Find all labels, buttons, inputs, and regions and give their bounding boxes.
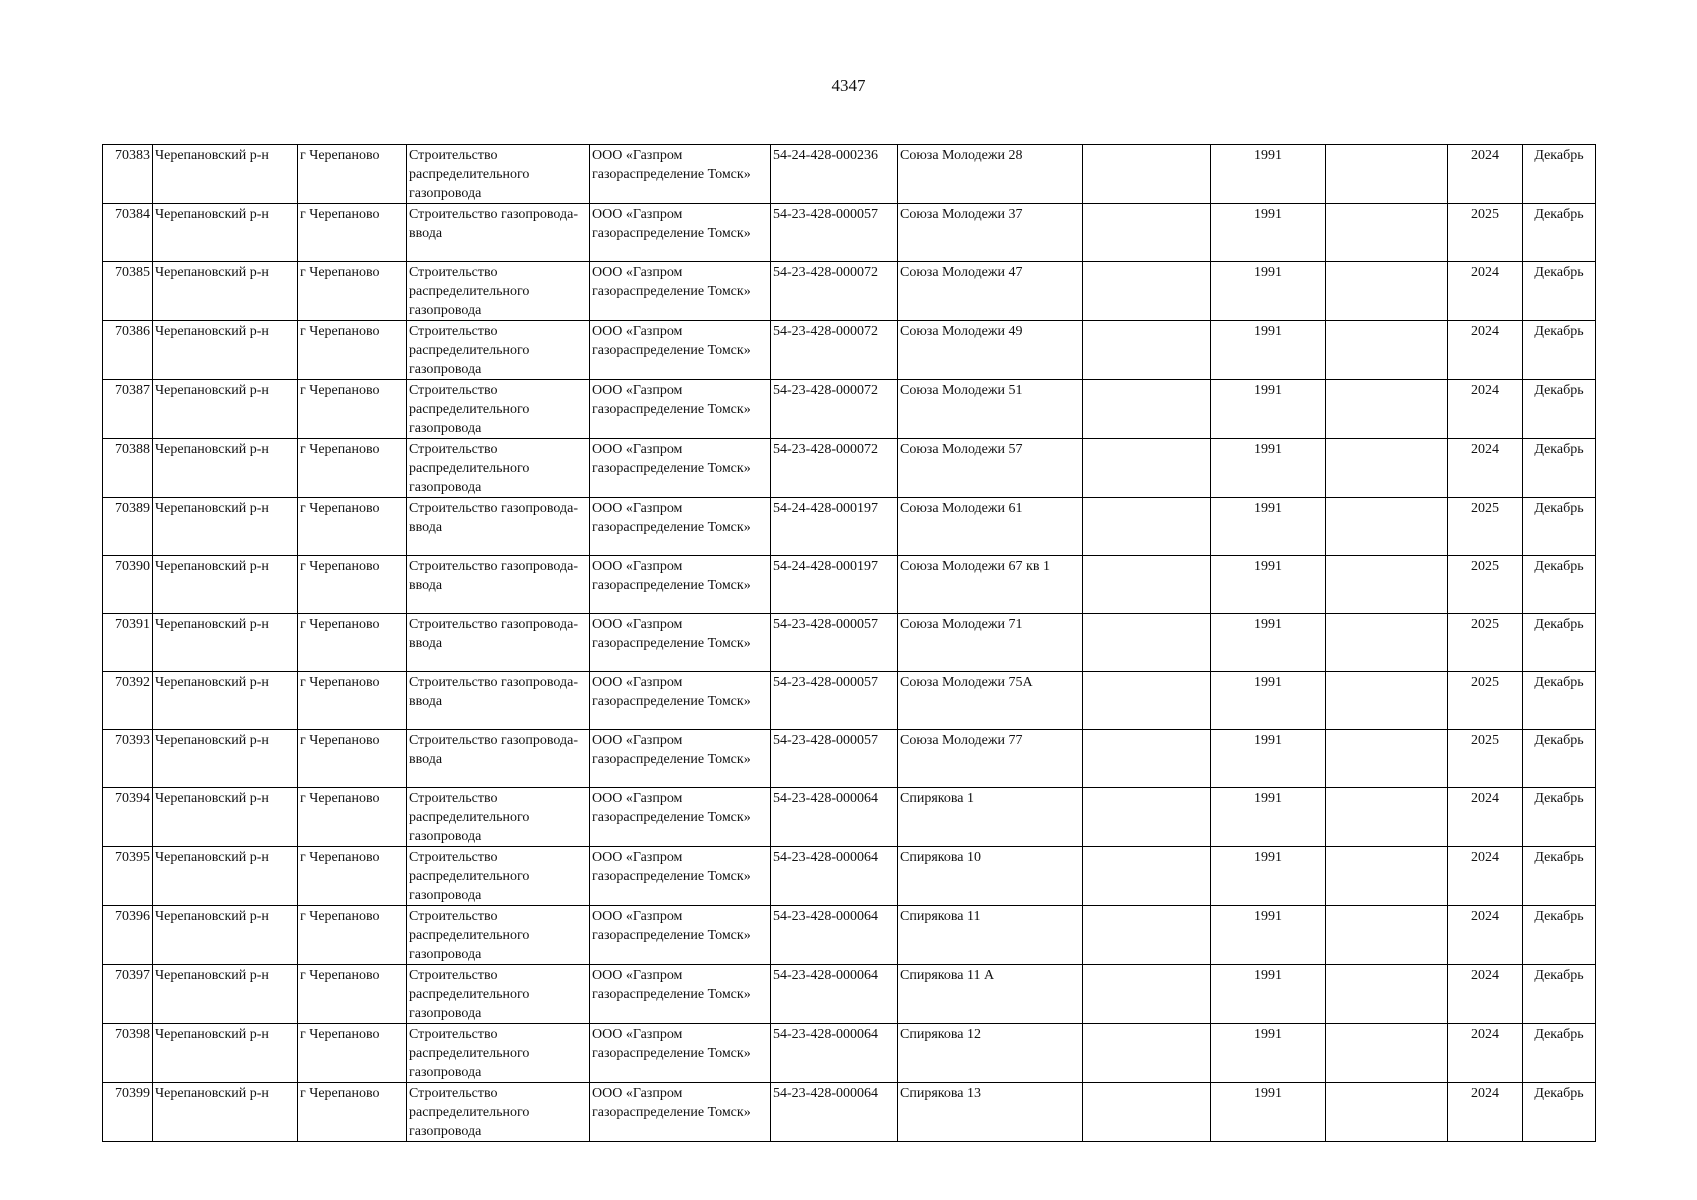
work-type-cell: Строительство распределительного газопровода [407,380,590,439]
organization-cell: ООО «Газпром газораспределение Томск» [590,730,771,788]
record-number-cell: 70386 [103,321,153,380]
locality-cell: г Черепаново [298,965,407,1024]
district-cell: Черепановский р-н [153,965,298,1024]
record-number-cell: 70396 [103,906,153,965]
month-cell: Декабрь [1523,262,1596,321]
empty-cell [1326,204,1448,262]
table-row [103,614,1596,672]
record-number-cell: 70394 [103,788,153,847]
work-type-cell: Строительство распределительного газопровода [407,965,590,1024]
work-type-cell: Строительство распределительного газопровода [407,439,590,498]
organization-cell: ООО «Газпром газораспределение Томск» [590,672,771,730]
record-number-cell: 70383 [103,145,153,204]
empty-cell [1083,145,1211,204]
build-year-cell: 1991 [1211,145,1326,204]
table-row [103,498,1596,556]
object-code-cell: 54-23-428-000057 [771,730,898,788]
locality-cell: г Черепаново [298,439,407,498]
address-cell: Союза Молодежи 51 [898,380,1083,439]
plan-year-cell: 2025 [1448,204,1523,262]
locality-cell: г Черепаново [298,498,407,556]
address-cell: Спирякова 12 [898,1024,1083,1083]
district-cell: Черепановский р-н [153,730,298,788]
empty-cell [1083,847,1211,906]
address-cell: Спирякова 1 [898,788,1083,847]
month-cell: Декабрь [1523,321,1596,380]
object-code-cell: 54-24-428-000197 [771,556,898,614]
empty-cell [1083,1024,1211,1083]
locality-cell: г Черепаново [298,1083,407,1142]
plan-year-cell: 2025 [1448,614,1523,672]
plan-year-cell: 2024 [1448,1024,1523,1083]
work-type-cell: Строительство распределительного газопровода [407,1024,590,1083]
record-number-cell: 70388 [103,439,153,498]
table-row [103,204,1596,262]
empty-cell [1326,672,1448,730]
table-row [103,262,1596,321]
record-number-cell: 70395 [103,847,153,906]
build-year-cell: 1991 [1211,730,1326,788]
build-year-cell: 1991 [1211,788,1326,847]
locality-cell: г Черепаново [298,847,407,906]
address-cell: Союза Молодежи 67 кв 1 [898,556,1083,614]
locality-cell: г Черепаново [298,730,407,788]
object-code-cell: 54-23-428-000072 [771,380,898,439]
address-cell: Союза Молодежи 47 [898,262,1083,321]
empty-cell [1326,1024,1448,1083]
organization-cell: ООО «Газпром газораспределение Томск» [590,145,771,204]
object-code-cell: 54-23-428-000064 [771,1024,898,1083]
object-code-cell: 54-23-428-000072 [771,262,898,321]
object-code-cell: 54-23-428-000064 [771,965,898,1024]
build-year-cell: 1991 [1211,965,1326,1024]
record-number-cell: 70391 [103,614,153,672]
object-code-cell: 54-23-428-000072 [771,321,898,380]
object-code-cell: 54-23-428-000064 [771,906,898,965]
locality-cell: г Черепаново [298,145,407,204]
plan-year-cell: 2024 [1448,1083,1523,1142]
record-number-cell: 70384 [103,204,153,262]
record-number-cell: 70392 [103,672,153,730]
table-row [103,730,1596,788]
object-code-cell: 54-23-428-000072 [771,439,898,498]
work-type-cell: Строительство газопровода-ввода [407,498,590,556]
table-row [103,380,1596,439]
month-cell: Декабрь [1523,1083,1596,1142]
district-cell: Черепановский р-н [153,672,298,730]
district-cell: Черепановский р-н [153,321,298,380]
month-cell: Декабрь [1523,380,1596,439]
organization-cell: ООО «Газпром газораспределение Томск» [590,1024,771,1083]
record-number-cell: 70398 [103,1024,153,1083]
empty-cell [1326,262,1448,321]
address-cell: Спирякова 11 [898,906,1083,965]
plan-year-cell: 2024 [1448,847,1523,906]
record-number-cell: 70385 [103,262,153,321]
district-cell: Черепановский р-н [153,380,298,439]
address-cell: Союза Молодежи 77 [898,730,1083,788]
object-code-cell: 54-23-428-000057 [771,672,898,730]
empty-cell [1326,321,1448,380]
organization-cell: ООО «Газпром газораспределение Томск» [590,439,771,498]
object-code-cell: 54-24-428-000236 [771,145,898,204]
empty-cell [1326,906,1448,965]
table-row [103,847,1596,906]
empty-cell [1326,498,1448,556]
district-cell: Черепановский р-н [153,847,298,906]
build-year-cell: 1991 [1211,439,1326,498]
work-type-cell: Строительство распределительного газопровода [407,906,590,965]
month-cell: Декабрь [1523,730,1596,788]
object-code-cell: 54-23-428-000064 [771,1083,898,1142]
empty-cell [1083,965,1211,1024]
locality-cell: г Черепаново [298,788,407,847]
organization-cell: ООО «Газпром газораспределение Томск» [590,965,771,1024]
plan-year-cell: 2024 [1448,965,1523,1024]
empty-cell [1326,380,1448,439]
month-cell: Декабрь [1523,556,1596,614]
month-cell: Декабрь [1523,906,1596,965]
month-cell: Декабрь [1523,204,1596,262]
locality-cell: г Черепаново [298,1024,407,1083]
district-cell: Черепановский р-н [153,262,298,321]
object-code-cell: 54-23-428-000064 [771,788,898,847]
build-year-cell: 1991 [1211,204,1326,262]
address-cell: Союза Молодежи 28 [898,145,1083,204]
locality-cell: г Черепаново [298,556,407,614]
month-cell: Декабрь [1523,672,1596,730]
plan-year-cell: 2024 [1448,321,1523,380]
build-year-cell: 1991 [1211,380,1326,439]
locality-cell: г Черепаново [298,380,407,439]
object-code-cell: 54-23-428-000057 [771,614,898,672]
month-cell: Декабрь [1523,145,1596,204]
work-type-cell: Строительство газопровода-ввода [407,614,590,672]
empty-cell [1083,380,1211,439]
plan-year-cell: 2024 [1448,439,1523,498]
empty-cell [1083,614,1211,672]
build-year-cell: 1991 [1211,847,1326,906]
build-year-cell: 1991 [1211,906,1326,965]
locality-cell: г Черепаново [298,204,407,262]
plan-year-cell: 2024 [1448,788,1523,847]
work-type-cell: Строительство газопровода-ввода [407,556,590,614]
work-type-cell: Строительство распределительного газопровода [407,145,590,204]
empty-cell [1083,788,1211,847]
table-row [103,906,1596,965]
work-type-cell: Строительство газопровода-ввода [407,730,590,788]
empty-cell [1083,1083,1211,1142]
table-row [103,145,1596,204]
organization-cell: ООО «Газпром газораспределение Томск» [590,906,771,965]
empty-cell [1326,145,1448,204]
table-row [103,965,1596,1024]
work-type-cell: Строительство распределительного газопровода [407,847,590,906]
organization-cell: ООО «Газпром газораспределение Томск» [590,1083,771,1142]
locality-cell: г Черепаново [298,614,407,672]
table-row [103,788,1596,847]
empty-cell [1083,498,1211,556]
record-number-cell: 70390 [103,556,153,614]
registry-table [102,144,1596,1142]
empty-cell [1083,556,1211,614]
empty-cell [1083,730,1211,788]
plan-year-cell: 2025 [1448,556,1523,614]
address-cell: Спирякова 13 [898,1083,1083,1142]
plan-year-cell: 2025 [1448,730,1523,788]
organization-cell: ООО «Газпром газораспределение Томск» [590,498,771,556]
empty-cell [1083,262,1211,321]
empty-cell [1083,672,1211,730]
district-cell: Черепановский р-н [153,614,298,672]
organization-cell: ООО «Газпром газораспределение Томск» [590,204,771,262]
registry-body [103,145,1596,1142]
empty-cell [1326,730,1448,788]
empty-cell [1083,439,1211,498]
table-row [103,439,1596,498]
month-cell: Декабрь [1523,498,1596,556]
record-number-cell: 70393 [103,730,153,788]
empty-cell [1326,1083,1448,1142]
build-year-cell: 1991 [1211,556,1326,614]
page-number: 4347 [831,76,866,95]
work-type-cell: Строительство распределительного газопровода [407,262,590,321]
empty-cell [1083,321,1211,380]
table-row [103,1083,1596,1142]
address-cell: Союза Молодежи 57 [898,439,1083,498]
locality-cell: г Черепаново [298,672,407,730]
empty-cell [1326,965,1448,1024]
work-type-cell: Строительство газопровода-ввода [407,204,590,262]
locality-cell: г Черепаново [298,906,407,965]
plan-year-cell: 2024 [1448,262,1523,321]
record-number-cell: 70399 [103,1083,153,1142]
empty-cell [1083,204,1211,262]
address-cell: Союза Молодежи 37 [898,204,1083,262]
work-type-cell: Строительство газопровода-ввода [407,672,590,730]
district-cell: Черепановский р-н [153,788,298,847]
address-cell: Спирякова 11 А [898,965,1083,1024]
district-cell: Черепановский р-н [153,498,298,556]
district-cell: Черепановский р-н [153,204,298,262]
table-row [103,321,1596,380]
object-code-cell: 54-23-428-000057 [771,204,898,262]
record-number-cell: 70387 [103,380,153,439]
record-number-cell: 70397 [103,965,153,1024]
month-cell: Декабрь [1523,788,1596,847]
plan-year-cell: 2024 [1448,380,1523,439]
district-cell: Черепановский р-н [153,145,298,204]
organization-cell: ООО «Газпром газораспределение Томск» [590,847,771,906]
empty-cell [1326,439,1448,498]
table-row [103,1024,1596,1083]
organization-cell: ООО «Газпром газораспределение Томск» [590,262,771,321]
empty-cell [1083,906,1211,965]
build-year-cell: 1991 [1211,1024,1326,1083]
district-cell: Черепановский р-н [153,556,298,614]
plan-year-cell: 2025 [1448,672,1523,730]
month-cell: Декабрь [1523,1024,1596,1083]
work-type-cell: Строительство распределительного газопровода [407,788,590,847]
month-cell: Декабрь [1523,439,1596,498]
district-cell: Черепановский р-н [153,1083,298,1142]
empty-cell [1326,788,1448,847]
table-row [103,672,1596,730]
address-cell: Союза Молодежи 49 [898,321,1083,380]
address-cell: Спирякова 10 [898,847,1083,906]
work-type-cell: Строительство распределительного газопровода [407,321,590,380]
district-cell: Черепановский р-н [153,1024,298,1083]
work-type-cell: Строительство распределительного газопровода [407,1083,590,1142]
locality-cell: г Черепаново [298,321,407,380]
month-cell: Декабрь [1523,847,1596,906]
empty-cell [1326,556,1448,614]
plan-year-cell: 2024 [1448,145,1523,204]
organization-cell: ООО «Газпром газораспределение Томск» [590,788,771,847]
organization-cell: ООО «Газпром газораспределение Томск» [590,380,771,439]
plan-year-cell: 2024 [1448,906,1523,965]
build-year-cell: 1991 [1211,614,1326,672]
organization-cell: ООО «Газпром газораспределение Томск» [590,556,771,614]
build-year-cell: 1991 [1211,498,1326,556]
object-code-cell: 54-24-428-000197 [771,498,898,556]
organization-cell: ООО «Газпром газораспределение Томск» [590,614,771,672]
plan-year-cell: 2025 [1448,498,1523,556]
district-cell: Черепановский р-н [153,906,298,965]
build-year-cell: 1991 [1211,321,1326,380]
build-year-cell: 1991 [1211,1083,1326,1142]
table-row [103,556,1596,614]
organization-cell: ООО «Газпром газораспределение Томск» [590,321,771,380]
month-cell: Декабрь [1523,965,1596,1024]
empty-cell [1326,847,1448,906]
month-cell: Декабрь [1523,614,1596,672]
record-number-cell: 70389 [103,498,153,556]
address-cell: Союза Молодежи 61 [898,498,1083,556]
build-year-cell: 1991 [1211,262,1326,321]
locality-cell: г Черепаново [298,262,407,321]
empty-cell [1326,614,1448,672]
address-cell: Союза Молодежи 71 [898,614,1083,672]
build-year-cell: 1991 [1211,672,1326,730]
object-code-cell: 54-23-428-000064 [771,847,898,906]
district-cell: Черепановский р-н [153,439,298,498]
address-cell: Союза Молодежи 75А [898,672,1083,730]
